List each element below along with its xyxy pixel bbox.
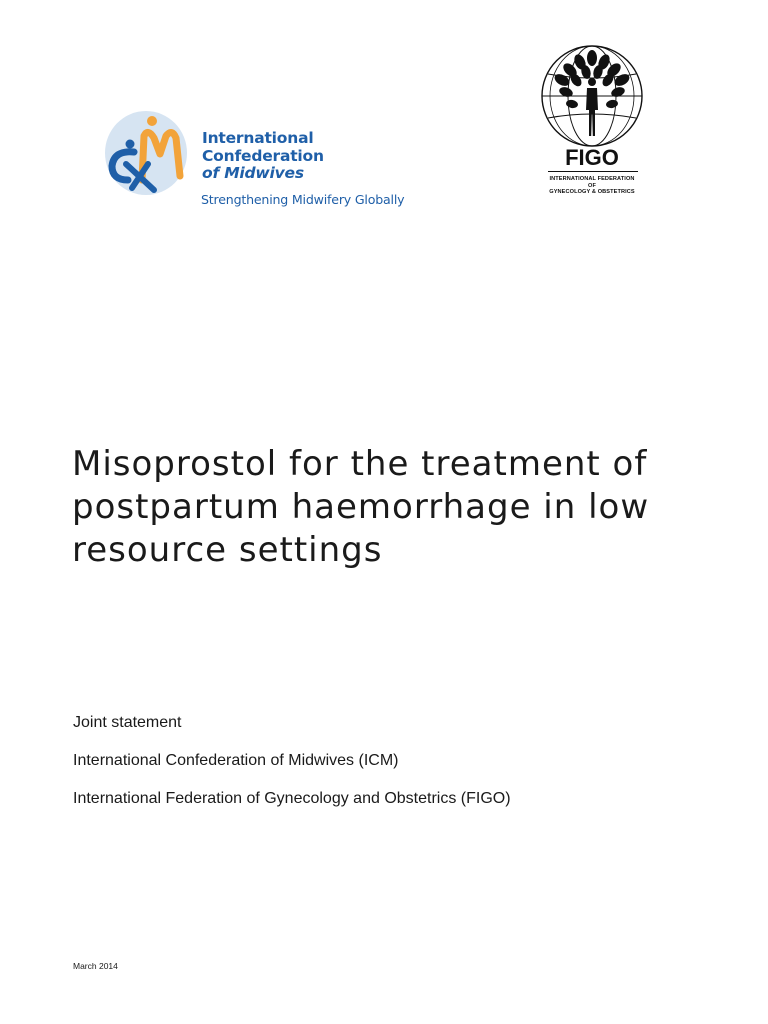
author-icm: International Confederation of Midwives (ICM): [73, 752, 399, 769]
document-title: [72, 443, 712, 572]
title-line-2: postpartum haemorrhage in low: [72, 487, 650, 527]
icm-emblem-icon: [104, 110, 194, 196]
icm-logo: [104, 110, 405, 214]
figo-subtitle: [536, 176, 648, 196]
icm-name-line-3: of Midwives: [202, 164, 304, 182]
title-line-3: resource settings: [72, 530, 383, 570]
figo-subtitle-line-2: OF: [588, 182, 596, 189]
figo-subtitle-line-1: INTERNATIONAL FEDERATION: [549, 176, 635, 182]
figo-subtitle-line-3: GYNECOLOGY & OBSTETRICS: [549, 189, 635, 196]
icm-name-line-2: Confederation: [202, 146, 324, 165]
statement-type: Joint statement: [73, 714, 182, 731]
figo-divider: [548, 171, 638, 172]
author-figo: International Federation of Gynecology and Obstetrics (FIGO): [73, 790, 511, 807]
icm-name: [202, 130, 324, 183]
figo-globe-tree-icon: [540, 44, 644, 148]
figo-name: FIGO: [565, 145, 619, 170]
icm-tagline: Strengthening Midwifery Globally: [201, 192, 405, 207]
document-date: March 2014: [73, 961, 118, 971]
figo-logo: [536, 44, 648, 204]
icm-name-line-1: International: [202, 129, 314, 147]
title-line-1: Misoprostol for the treatment of: [72, 444, 648, 484]
